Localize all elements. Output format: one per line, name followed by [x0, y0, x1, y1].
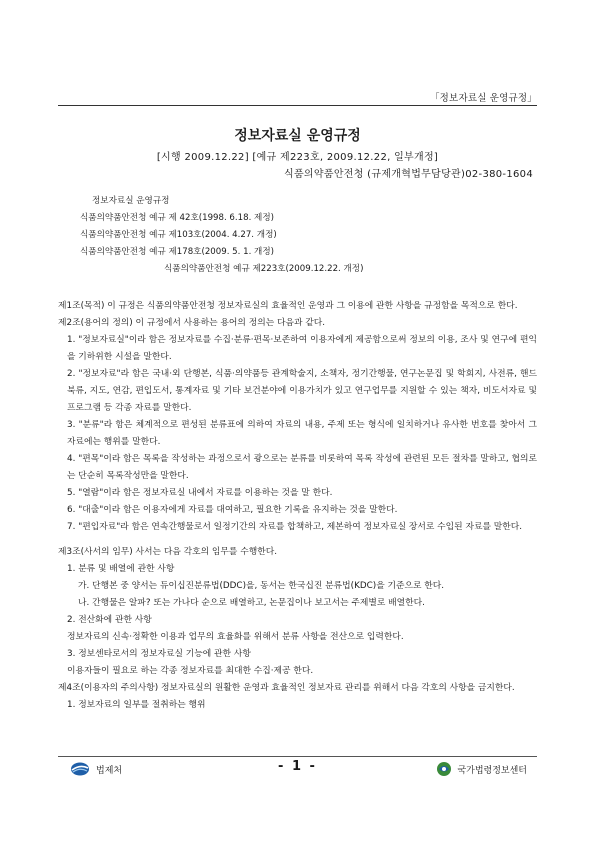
article-2: 제2조(용어의 정의) 이 규정에서 사용하는 용어의 정의는 다음과 같다. — [58, 318, 326, 328]
article-1: 제1조(목적) 이 규정은 식품의약품안전청 정보자료실의 효율적인 운영과 그 이용에 관한 사항을 규정함을 목적으로 한다. — [58, 301, 518, 311]
definition-item: 1. "정보자료실"이라 함은 정보자료를 수집·분류·편목·보존하여 이용자에게 제공함으로써 정보의 이용, 조사 및 연구에 편익을 기하위한 시설을 말한다. — [67, 335, 537, 362]
history-name: 정보자료실 운영규정 — [92, 196, 170, 206]
duty-item: 1. 분류 및 배열에 관한 사항 — [67, 564, 175, 574]
article-3: 제3조(사서의 임무) 사서는 다음 각호의 임무를 수행한다. — [58, 547, 277, 557]
regulation-body — [58, 298, 537, 714]
article-4: 제4조(이용자의 주의사항) 정보자료실의 원활한 운영과 효율적인 정보자료 관리를 위해서 다음 각호의 사항을 금지한다. — [58, 683, 515, 693]
duty-item: 2. 전산화에 관한 사항 — [67, 615, 152, 625]
footer-rule — [58, 756, 537, 757]
duty-detail: 정보자료의 신속·정확한 이용과 업무의 효율화를 위해서 분류 사항을 전산으로 입력한다. — [67, 632, 404, 642]
duty-subitem: 나. 간행물은 알파? 또는 가나다 순으로 배열하고, 논문집이나 보고서는 주제별로 배열한다. — [78, 598, 425, 608]
page-title: 정보자료실 운영규정 — [234, 128, 361, 144]
amendment-history — [80, 193, 363, 278]
footer-right — [436, 761, 527, 777]
law-center-logo-icon — [436, 761, 452, 777]
header-rule — [58, 105, 537, 106]
history-item: 식품의약품안전청 예규 제178호(2009. 5. 1. 개정) — [80, 247, 274, 257]
footer-right-label: 국가법령정보센터 — [457, 765, 527, 776]
definition-item: 7. "편입자료"라 함은 연속간행물로서 일정기간의 자료를 합책하고, 제본하여 정보자료실 장서로 수입된 자료를 말한다. — [67, 522, 523, 532]
definition-item: 4. "편목"이라 함은 목록을 작성하는 과정으로서 광으로는 분류를 비롯하여 목록 작성에 관련된 모든 절차를 말하고, 협의로는 단순히 목록작성만을 말한다. — [67, 454, 537, 481]
history-item: 식품의약품안전청 예규 제103호(2004. 4.27. 개정) — [80, 230, 277, 240]
history-item: 식품의약품안전청 예규 제 42호(1998. 6.18. 제정) — [80, 213, 274, 223]
agency-contact: 식품의약품안전청 (규제개혁법무담당관)02-380-1604 — [284, 169, 533, 180]
definition-item: 5. "열람"이라 함은 정보자료실 내에서 자료를 이용하는 것을 말 한다. — [67, 488, 333, 498]
enforcement-info: [시행 2009.12.22] [예규 제223호, 2009.12.22, 일부개정] — [156, 152, 439, 163]
definition-item: 2. "정보자료"라 함은 국내·외 단행본, 식품·의약품등 관계학술지, 소책자, 정기간행물, 연구논문집 및 학회지, 사전류, 핸드북류, 지도, 연감, 편입도서, 통계자료 및 기타 보건분야에 이용가치가 있고 연구업무를 지원할 수 있는 책자, 비도서자료 및 프로그램 등 각종 자료를 말한다. — [67, 369, 537, 413]
history-item: 식품의약품안전청 예규 제223호(2009.12.22. 개정) — [164, 264, 364, 274]
running-title: 「정보자료실 운영규정」 — [429, 93, 537, 104]
definition-item: 6. "대출"이라 함은 이용자에게 자료를 대여하고, 필요한 기록을 유지하는 것을 말한다. — [67, 505, 398, 515]
duty-detail: 이용자들이 필요로 하는 각종 정보자료를 최대한 수집·제공 한다. — [67, 666, 314, 676]
footer-left-label: 법제처 — [96, 765, 123, 776]
page-number: - 1 - — [278, 759, 317, 774]
duty-item: 3. 정보센타로서의 정보자료실 기능에 관한 사항 — [67, 649, 251, 659]
prohibited-item: 1. 정보자료의 일부를 절취하는 행위 — [67, 700, 206, 710]
duty-subitem: 가. 단행본 중 양서는 듀이십진분류법(DDC)을, 동서는 한국십진 분류법(KDC)을 기준으로 한다. — [78, 581, 445, 591]
definition-item: 3. "분류"라 함은 체계적으로 편성된 분류표에 의하여 자료의 내용, 주제 또는 형식에 일치하거나 유사한 번호를 찾아서 그 자료에는 행위를 말한다. — [67, 420, 537, 447]
